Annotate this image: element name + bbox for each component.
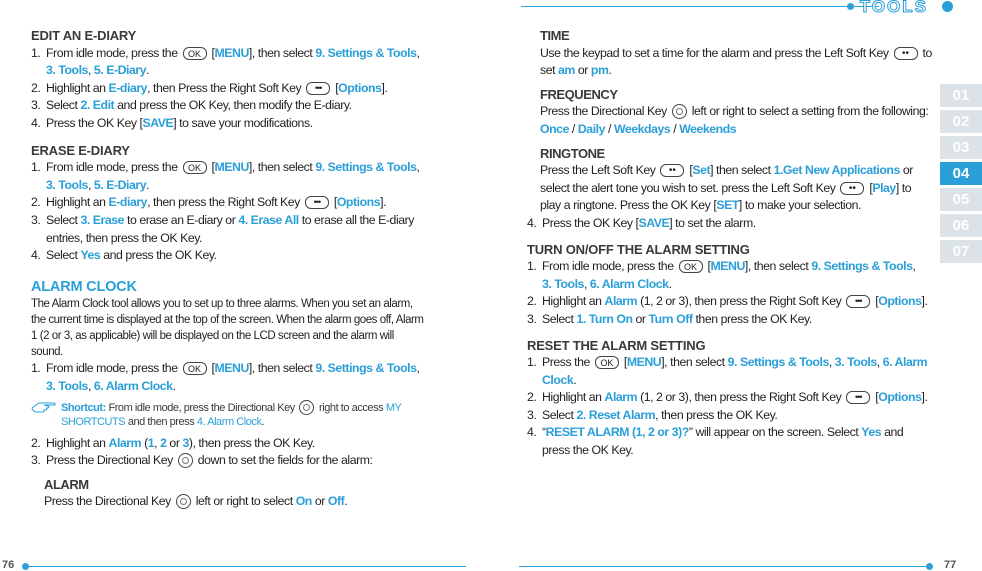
tab-03[interactable]: 03 [940,136,982,159]
time-text: Use the keypad to set a time for the alarm and press the Left Soft Key •• to set am or pm. [527,45,932,80]
directional-key-icon [672,104,687,119]
section-title: TOOLS [859,0,928,16]
ok-key-icon [183,362,207,375]
tab-06[interactable]: 06 [940,214,982,237]
list-item: 1. Press the OK [MENU], then select 9. Settings & Tools, 3. Tools, 6. Alarm Clock. [527,354,932,389]
right-page [491,0,982,571]
right-soft-key-icon [306,82,330,95]
tab-07[interactable]: 07 [940,240,982,263]
shortcut-note: Shortcut: From idle mode, press the Directional Key right to access MY SHORTCUTS and then press 4. Alarm Clock. [31,400,426,429]
edit-ediary-heading: EDIT AN E-DIARY [31,28,137,43]
ok-key-icon [183,161,207,174]
list-item: 2. Highlight an E-diary, then Press the Right Soft Key ••• [Options]. [31,80,426,98]
right-soft-key-icon [305,196,329,209]
pointing-hand-icon [31,400,57,418]
list-item: 3. Select 2. Edit and press the OK Key, then modify the E-diary. [31,98,352,113]
footer-dot [926,563,933,570]
list-item: 1. From idle mode, press the OK [MENU], then select 9. Settings & Tools, 3. Tools, 6. Alarm Clock. [31,360,426,395]
alarm-clock-heading: ALARM CLOCK [31,278,137,295]
list-item: 3. Select 1. Turn On or Turn Off then press the OK Key. [527,311,812,326]
list-item: 2. Highlight an Alarm (1, 2 or 3), then press the Right Soft Key ••• [Options]. [527,293,932,311]
reset-alarm-heading: RESET THE ALARM SETTING [527,337,706,353]
list-item: 2. Highlight an E-diary, then press the Right Soft Key ••• [Options]. [31,194,426,212]
ok-key-icon [595,356,619,369]
alarm-sub-text: Press the Directional Key left or right to select On or Off. [44,494,348,509]
frequency-text: Press the Directional Key left or right to select a setting from the following: Once / Daily / Weekdays / Weekends [540,104,929,136]
list-item: 4. “RESET ALARM (1, 2 or 3)?” will appear on the screen. Select Yes and press the OK Key. [527,425,904,458]
right-soft-key-icon [846,295,870,308]
list-item: 3. Press the Directional Key down to set the fields for the alarm: [31,453,373,468]
chapter-tabs [940,84,982,266]
erase-ediary-heading: ERASE E-DIARY [31,142,130,158]
list-item: 2. Highlight an Alarm (1, 2 or 3), then press the Right Soft Key ••• [Options]. [527,389,932,407]
page-number: 76 [2,559,15,571]
alarm-subheading: ALARM [44,476,89,492]
header-rule [521,6,879,7]
header-dot [847,3,854,10]
list-item: 2. Highlight an Alarm (1, 2 or 3), then press the OK Key. [31,435,315,450]
list-item: 4. Press the OK Key [SAVE] to set the alarm. [527,215,756,230]
list-item: 4. Select Yes and press the OK Key. [31,248,217,263]
header-dot-large [942,1,953,12]
left-column [31,27,426,511]
footer-dot [22,563,29,570]
ok-key-icon [679,260,703,273]
page-number: 77 [944,559,957,571]
directional-key-icon [178,453,193,468]
turn-on-off-heading: TURN ON/OFF THE ALARM SETTING [527,241,750,257]
left-soft-key-icon [840,182,864,195]
list-item: 3. Select 2. Reset Alarm, then press the OK Key. [527,407,778,422]
ok-key-icon [183,47,207,60]
list-item: 1. From idle mode, press the OK [MENU], then select 9. Settings & Tools, 3. Tools, 5. E-Diary. [31,159,426,194]
list-item: 1. From idle mode, press the OK [MENU], then select 9. Settings & Tools, 3. Tools, 5. E-Diary. [31,45,426,80]
right-column [527,27,932,460]
list-item: 4. Press the OK Key [SAVE] to save your modifications. [31,115,313,130]
footer-rule [519,566,929,567]
footer-rule [26,566,466,567]
tab-05[interactable]: 05 [940,188,982,211]
tab-01[interactable]: 01 [940,84,982,107]
ringtone-subheading: RINGTONE [540,145,605,161]
left-soft-key-icon [660,164,684,177]
tab-04[interactable]: 04 [940,162,982,185]
ringtone-text: Press the Left Soft Key •• [Set] then select 1.Get New Applications or select the alert tone you wish to set. press the Left Soft Key •• [Play] to play a ringtone. Press the OK Key [SET] to make your selection. [527,162,932,215]
directional-key-icon [299,400,314,415]
directional-key-icon [176,494,191,509]
list-item: 1. From idle mode, press the OK [MENU], then select 9. Settings & Tools, 3. Tools, 6. Alarm Clock. [527,258,932,293]
right-soft-key-icon [846,391,870,404]
alarm-clock-intro: The Alarm Clock tool allows you to set up to three alarms. When you set an alarm, the current time is displayed at the top of the screen. When the alarm goes off, Alarm 1 (2 or 3, as applicable) will be displayed on the LCD screen and the alarm will sound. [31,298,424,359]
time-subheading: TIME [540,28,570,43]
list-item: 3. Select 3. Erase to erase an E-diary or 4. Erase All to erase all the E-diary entries, then press the OK Key. [31,212,414,245]
left-soft-key-icon [894,47,918,60]
tab-02[interactable]: 02 [940,110,982,133]
frequency-subheading: FREQUENCY [540,86,618,102]
